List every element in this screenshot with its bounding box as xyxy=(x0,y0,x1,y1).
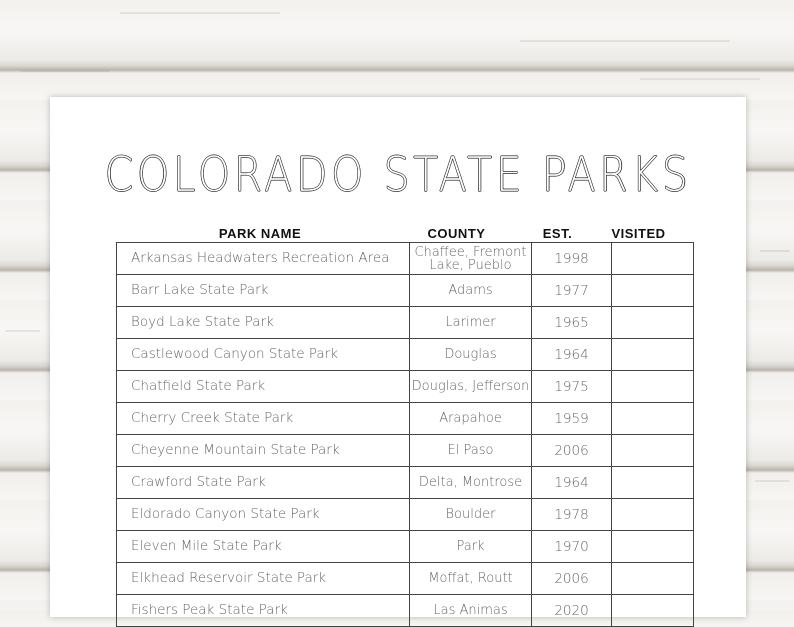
table-row xyxy=(117,275,694,307)
visited-checkbox-cell[interactable] xyxy=(612,339,694,371)
visited-checkbox-cell[interactable] xyxy=(612,563,694,595)
park-name: Cheyenne Mountain State Park xyxy=(117,435,410,467)
park-name: Elkhead Reservoir State Park xyxy=(117,563,410,595)
park-name: Fishers Peak State Park xyxy=(117,595,410,627)
park-county: Boulder xyxy=(410,499,532,531)
park-established: 1964 xyxy=(532,467,612,499)
park-county: Las Animas xyxy=(410,595,532,627)
park-county: Douglas xyxy=(410,339,532,371)
table-row xyxy=(117,531,694,563)
visited-checkbox-cell[interactable] xyxy=(612,531,694,563)
table-row xyxy=(117,467,694,499)
park-county: Arapahoe xyxy=(410,403,532,435)
park-established: 1959 xyxy=(532,403,612,435)
park-county: Chaffee, Fremont Lake, Pueblo xyxy=(410,243,532,275)
park-county: Larimer xyxy=(410,307,532,339)
column-header-visited: VISITED xyxy=(611,226,666,241)
park-name: Boyd Lake State Park xyxy=(117,307,410,339)
park-county: Park xyxy=(410,531,532,563)
visited-checkbox-cell[interactable] xyxy=(612,435,694,467)
park-established: 2020 xyxy=(532,595,612,627)
visited-checkbox-cell[interactable] xyxy=(612,275,694,307)
column-header-est: EST. xyxy=(542,226,573,241)
table-row xyxy=(117,403,694,435)
park-established: 1975 xyxy=(532,371,612,403)
park-name: Eleven Mile State Park xyxy=(117,531,410,563)
column-header-park-name: PARK NAME xyxy=(218,226,302,241)
table-row xyxy=(117,435,694,467)
column-header-county: COUNTY xyxy=(427,226,486,241)
park-established: 1978 xyxy=(532,499,612,531)
visited-checkbox-cell[interactable] xyxy=(612,371,694,403)
parks-table xyxy=(116,242,694,627)
visited-checkbox-cell[interactable] xyxy=(612,243,694,275)
park-name: Cherry Creek State Park xyxy=(117,403,410,435)
park-county: El Paso xyxy=(410,435,532,467)
visited-checkbox-cell[interactable] xyxy=(612,403,694,435)
visited-checkbox-cell[interactable] xyxy=(612,307,694,339)
park-name: Barr Lake State Park xyxy=(117,275,410,307)
park-name: Arkansas Headwaters Recreation Area xyxy=(117,243,410,275)
park-county: Delta, Montrose xyxy=(410,467,532,499)
park-established: 1970 xyxy=(532,531,612,563)
table-row xyxy=(117,307,694,339)
page-title: COLORADO STATE PARKS xyxy=(104,147,692,203)
park-name: Crawford State Park xyxy=(117,467,410,499)
park-name: Eldorado Canyon State Park xyxy=(117,499,410,531)
printable-sheet xyxy=(50,97,746,617)
park-county: Adams xyxy=(410,275,532,307)
park-established: 1998 xyxy=(532,243,612,275)
table-row xyxy=(117,371,694,403)
park-established: 2006 xyxy=(532,563,612,595)
table-row xyxy=(117,499,694,531)
visited-checkbox-cell[interactable] xyxy=(612,467,694,499)
park-established: 1965 xyxy=(532,307,612,339)
visited-checkbox-cell[interactable] xyxy=(612,499,694,531)
table-row xyxy=(117,243,694,275)
table-row xyxy=(117,563,694,595)
table-row xyxy=(117,339,694,371)
park-established: 2006 xyxy=(532,435,612,467)
park-county: Douglas, Jefferson xyxy=(410,371,532,403)
park-established: 1977 xyxy=(532,275,612,307)
park-county: Moffat, Routt xyxy=(410,563,532,595)
park-name: Castlewood Canyon State Park xyxy=(117,339,410,371)
park-established: 1964 xyxy=(532,339,612,371)
park-name: Chatfield State Park xyxy=(117,371,410,403)
